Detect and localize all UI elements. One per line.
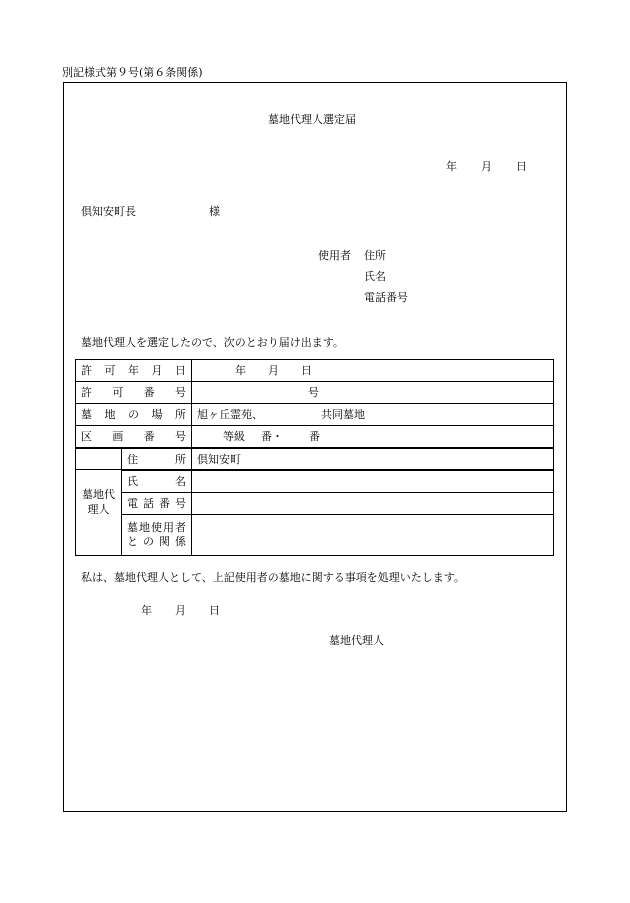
cemetery-place-option-a: 旭ヶ丘霊苑、	[197, 407, 263, 421]
cemetery-place-label: 墓地の場所	[76, 404, 192, 426]
permit-date-day: 日	[301, 363, 312, 377]
agent-relation-label-line2: との関係	[127, 535, 186, 548]
agent-address-label: 住所	[122, 449, 192, 471]
form-title: 墓地代理人選定届	[268, 113, 356, 126]
permit-number-value[interactable]	[192, 382, 554, 404]
agent-signature-label: 墓地代理人	[329, 634, 384, 647]
header-note: 別記様式第９号(第６条関係)	[62, 66, 203, 79]
section-number-ban1: 番・	[261, 429, 283, 443]
section-number-value[interactable]	[192, 426, 554, 448]
date-month: 月	[481, 160, 492, 173]
declaration-date-day: 日	[209, 604, 220, 617]
agent-phone-value[interactable]	[192, 493, 554, 515]
addressee-name: 倶知安町長	[81, 205, 136, 218]
section-number-grade: 等級	[223, 429, 245, 443]
applicant-phone-label: 電話番号	[364, 291, 408, 304]
agent-name-value[interactable]	[192, 471, 554, 493]
permit-date-year: 年	[235, 363, 246, 377]
addressee-honorific: 様	[209, 205, 220, 218]
applicant-name-label: 氏名	[364, 270, 386, 283]
date-day: 日	[516, 160, 527, 173]
declaration-date-year: 年	[141, 604, 152, 617]
permit-date-value[interactable]	[192, 360, 554, 382]
agent-relation-label	[122, 515, 192, 556]
agent-group-text: 墓地代理人	[82, 488, 115, 516]
applicant-address-label: 住所	[364, 249, 386, 262]
permit-number-suffix: 号	[308, 385, 319, 399]
table-row	[76, 449, 554, 471]
permit-date-label: 許可年月日	[76, 360, 192, 382]
intro-text: 墓地代理人を選定したので、次のとおり届け出ます。	[81, 336, 344, 349]
agent-address-value[interactable]: 倶知安町	[192, 449, 554, 471]
table-row	[76, 426, 554, 448]
agent-table	[75, 448, 554, 556]
declaration-date-month: 月	[175, 604, 186, 617]
section-number-ban2: 番	[309, 429, 320, 443]
permit-date-month: 月	[268, 363, 279, 377]
agent-group-label	[76, 449, 122, 556]
cemetery-place-option-b: 共同墓地	[321, 407, 365, 421]
agent-relation-label-line1: 墓地使用者	[127, 521, 186, 534]
section-number-label: 区画番号	[76, 426, 192, 448]
cemetery-place-value[interactable]	[192, 404, 554, 426]
agent-phone-label: 電話番号	[122, 493, 192, 515]
agent-relation-value[interactable]	[192, 515, 554, 556]
date-year: 年	[446, 160, 457, 173]
table-row	[76, 404, 554, 426]
permit-number-label: 許可番号	[76, 382, 192, 404]
applicant-label: 使用者	[318, 249, 351, 262]
table-row	[76, 382, 554, 404]
table-row	[76, 515, 554, 556]
table-row	[76, 360, 554, 382]
table-row	[76, 471, 554, 493]
agent-name-label: 氏名	[122, 471, 192, 493]
table-row	[76, 493, 554, 515]
declaration-text: 私は、墓地代理人として、上記使用者の墓地に関する事項を処理いたします。	[81, 571, 465, 584]
